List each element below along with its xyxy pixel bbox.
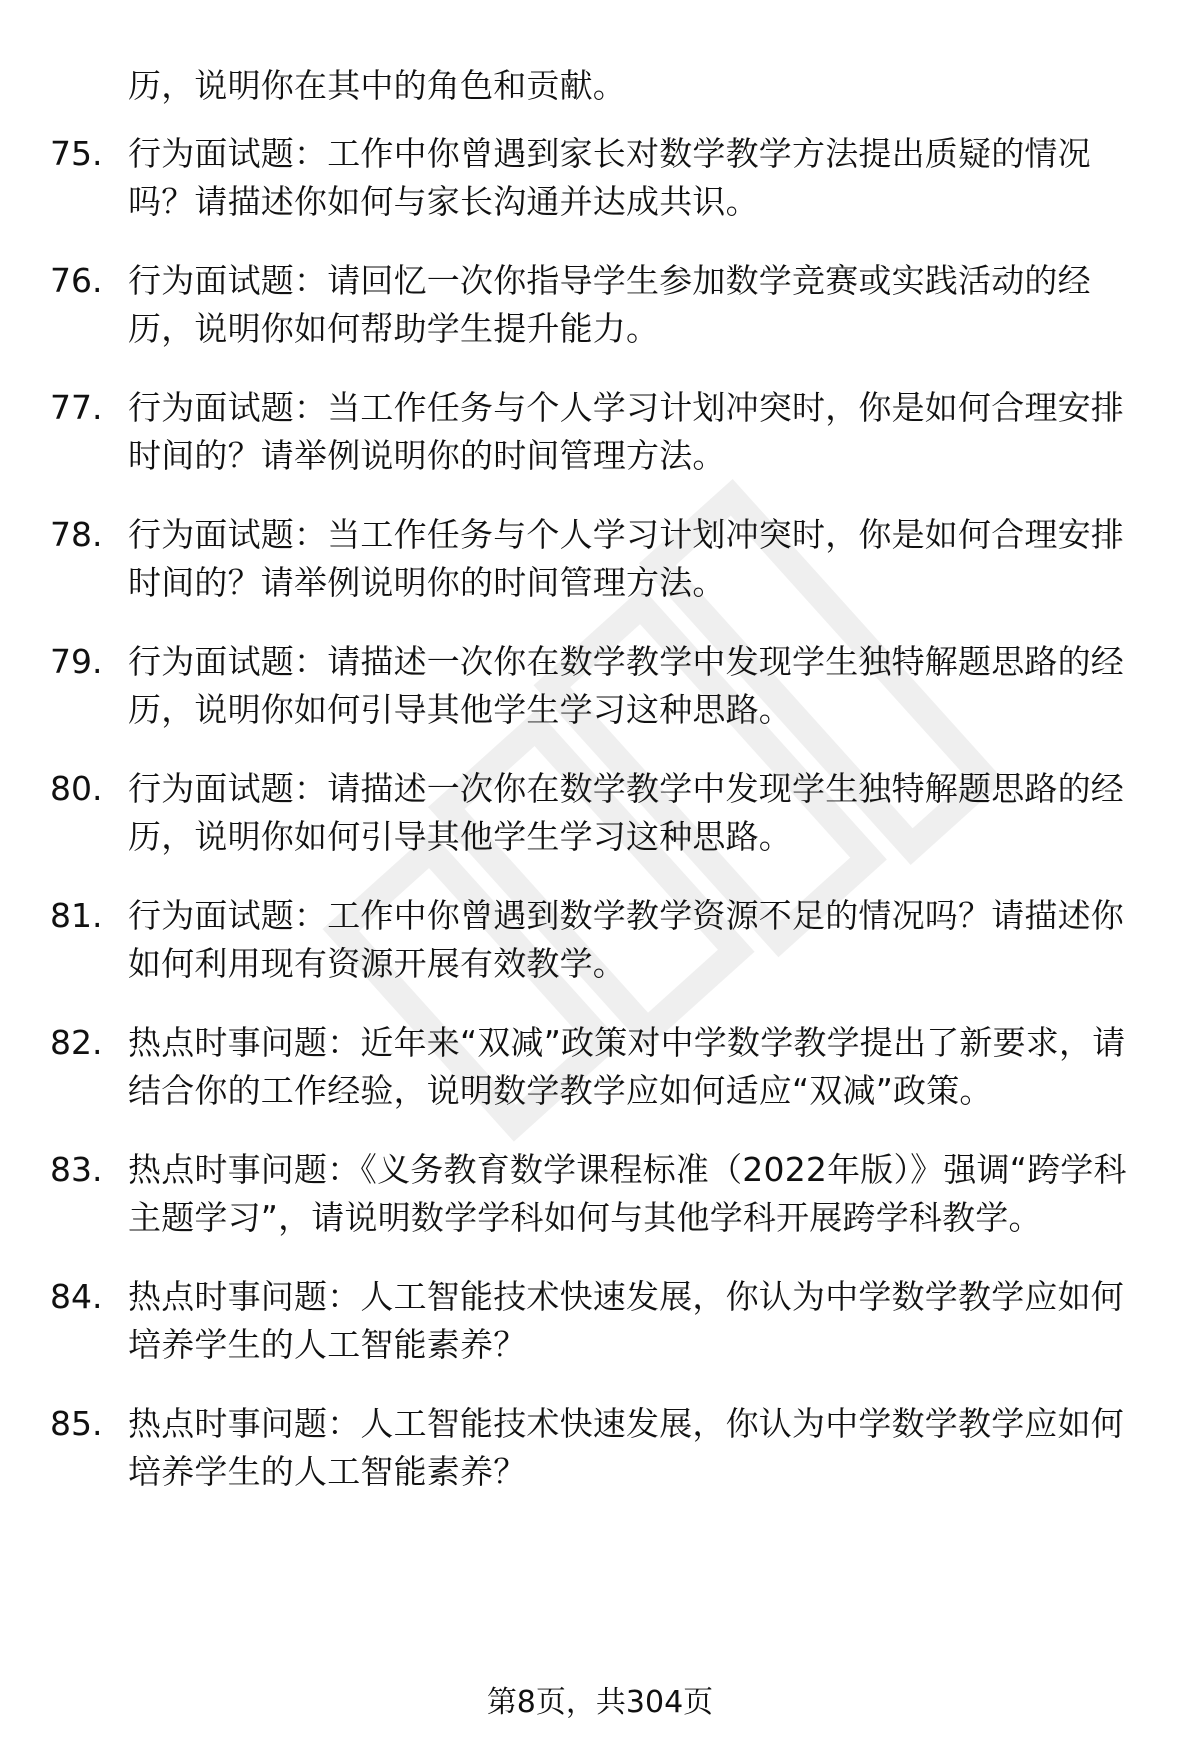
continuation-text: 历，说明你在其中的角色和贡献。 (128, 66, 626, 105)
question-item (50, 1273, 1140, 1369)
question-text: 行为面试题：请回忆一次你指导学生参加数学竞赛或实践活动的经历，说明你如何帮助学生提升能力。 (128, 261, 1091, 348)
question-text: 行为面试题：请描述一次你在数学教学中发现学生独特解题思路的经历，说明你如何引导其他学生学习这种思路。 (128, 769, 1124, 856)
question-item (50, 511, 1140, 607)
question-item (50, 1146, 1140, 1242)
question-number: 78. (50, 515, 103, 554)
question-number: 79. (50, 642, 103, 681)
question-number: 81. (50, 896, 103, 935)
question-text: 热点时事问题：近年来“双减”政策对中学数学教学提出了新要求，请结合你的工作经验，说明数学教学应如何适应“双减”政策。 (128, 1023, 1126, 1110)
question-text: 热点时事问题：人工智能技术快速发展，你认为中学数学教学应如何培养学生的人工智能素养？ (128, 1404, 1124, 1491)
question-text: 热点时事问题：《义务教育数学课程标准（2022年版）》强调“跨学科主题学习”，请说明数学学科如何与其他学科开展跨学科教学。 (128, 1150, 1127, 1237)
question-number: 77. (50, 388, 103, 427)
question-item (50, 765, 1140, 861)
question-item (50, 257, 1140, 353)
question-item (50, 384, 1140, 480)
question-number: 80. (50, 769, 103, 808)
question-item (50, 1400, 1140, 1496)
question-number: 84. (50, 1277, 103, 1316)
question-number: 85. (50, 1404, 103, 1443)
question-text: 行为面试题：工作中你曾遇到家长对数学教学方法提出质疑的情况吗？请描述你如何与家长沟通并达成共识。 (128, 134, 1091, 221)
question-text: 行为面试题：工作中你曾遇到数学教学资源不足的情况吗？请描述你如何利用现有资源开展有效教学。 (128, 896, 1124, 983)
question-item (50, 892, 1140, 988)
page-footer: 第8页，共304页 (486, 1685, 714, 1720)
question-text: 行为面试题：当工作任务与个人学习计划冲突时，你是如何合理安排时间的？请举例说明你的时间管理方法。 (128, 388, 1124, 475)
question-number: 75. (50, 134, 103, 173)
question-number: 76. (50, 261, 103, 300)
question-item (50, 1019, 1140, 1115)
question-number: 82. (50, 1023, 103, 1062)
question-text: 行为面试题：请描述一次你在数学教学中发现学生独特解题思路的经历，说明你如何引导其他学生学习这种思路。 (128, 642, 1124, 729)
question-list (50, 130, 1140, 1527)
question-item (50, 130, 1140, 226)
question-number: 83. (50, 1150, 103, 1189)
question-text: 行为面试题：当工作任务与个人学习计划冲突时，你是如何合理安排时间的？请举例说明你的时间管理方法。 (128, 515, 1124, 602)
question-text: 热点时事问题：人工智能技术快速发展，你认为中学数学教学应如何培养学生的人工智能素养？ (128, 1277, 1124, 1364)
question-item (50, 638, 1140, 734)
